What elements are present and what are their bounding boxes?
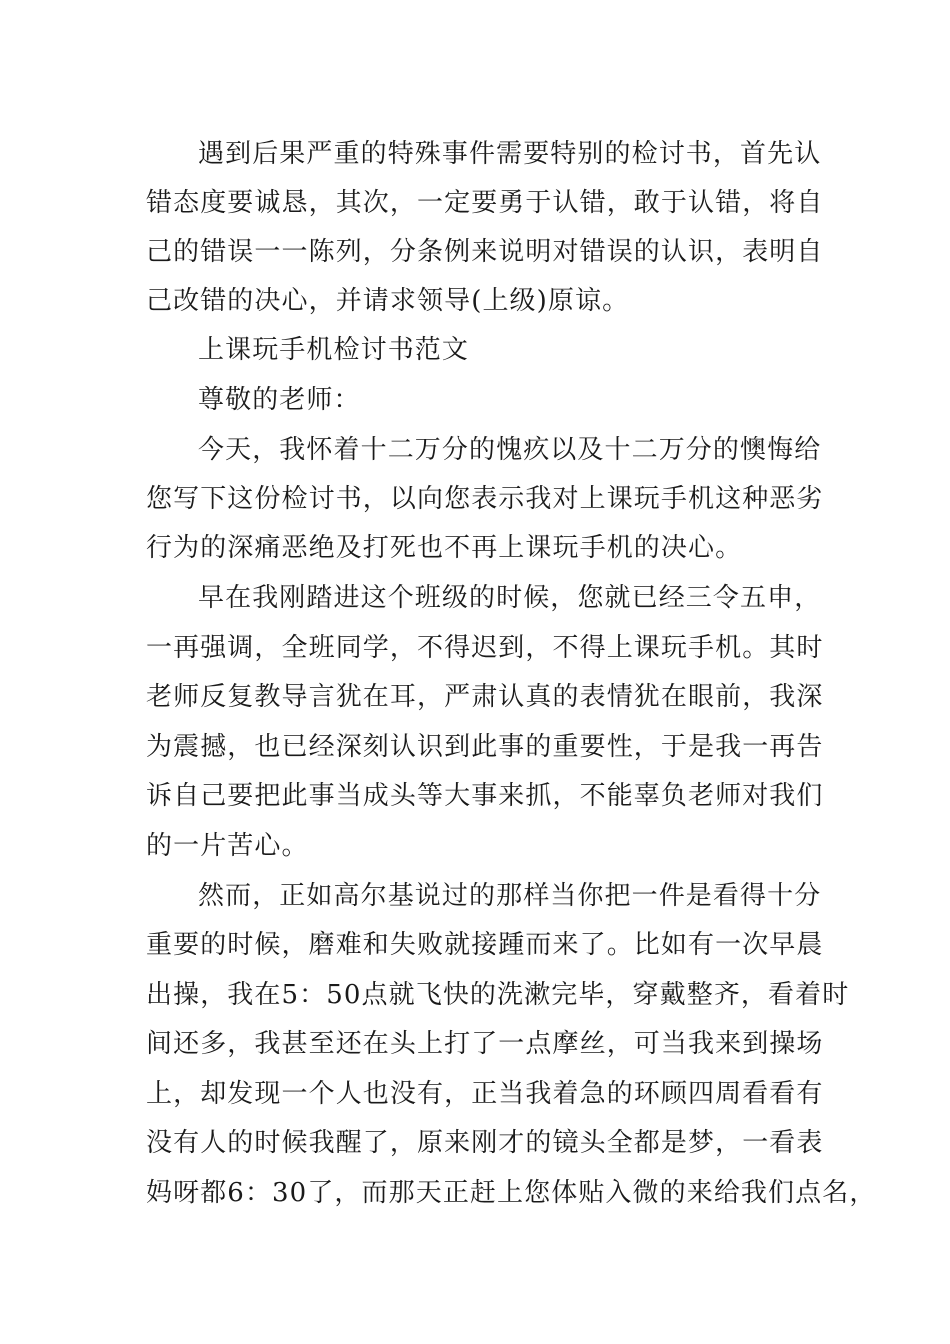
paragraph-line: 行为的深痛恶绝及打死也不再上课玩手机的决心。 — [146, 533, 743, 563]
paragraph-line: 错态度要诚恳，其次，一定要勇于认错，敢于认错，将自 — [146, 188, 824, 218]
paragraph-line: 上，却发现一个人也没有，正当我着急的环顾四周看看有 — [146, 1079, 824, 1109]
paragraph-line: 遇到后果严重的特殊事件需要特别的检讨书，首先认 — [198, 139, 822, 169]
paragraph-line: 重要的时候，磨难和失败就接踵而来了。比如有一次早晨 — [146, 930, 824, 960]
paragraph-line: 诉自己要把此事当成头等大事来抓，不能辜负老师对我们 — [146, 781, 824, 811]
paragraph-line: 早在我刚踏进这个班级的时候，您就已经三令五申， — [198, 583, 822, 613]
paragraph-line: 己改错的决心，并请求领导(上级)原谅。 — [146, 286, 630, 316]
paragraph-line: 为震撼，也已经深刻认识到此事的重要性，于是我一再告 — [146, 732, 824, 762]
paragraph-line: 然而，正如高尔基说过的那样当你把一件是看得十分 — [198, 881, 822, 911]
paragraph-line: 出操，我在5：50点就飞快的洗漱完毕，穿戴整齐，看着时 — [146, 980, 850, 1010]
paragraph-line: 间还多，我甚至还在头上打了一点摩丝，可当我来到操场 — [146, 1029, 824, 1059]
paragraph-line: 一再强调，全班同学，不得迟到，不得上课玩手机。其时 — [146, 633, 824, 663]
paragraph-line: 老师反复教导言犹在耳，严肃认真的表情犹在眼前，我深 — [146, 682, 824, 712]
paragraph-line: 妈呀都6：30了，而那天正赶上您体贴入微的来给我们点名， — [146, 1178, 877, 1208]
paragraph-line: 今天，我怀着十二万分的愧疚以及十二万分的懊悔给 — [198, 435, 822, 465]
paragraph-line: 的一片苦心。 — [146, 831, 309, 861]
section-title: 上课玩手机检讨书范文 — [198, 335, 470, 365]
paragraph-line: 您写下这份检讨书，以向您表示我对上课玩手机这种恶劣 — [146, 484, 824, 514]
paragraph-line: 没有人的时候我醒了，原来刚才的镜头全都是梦，一看表 — [146, 1128, 824, 1158]
paragraph-line: 己的错误一一陈列，分条例来说明对错误的认识，表明自 — [146, 237, 824, 267]
salutation: 尊敬的老师： — [198, 385, 361, 415]
